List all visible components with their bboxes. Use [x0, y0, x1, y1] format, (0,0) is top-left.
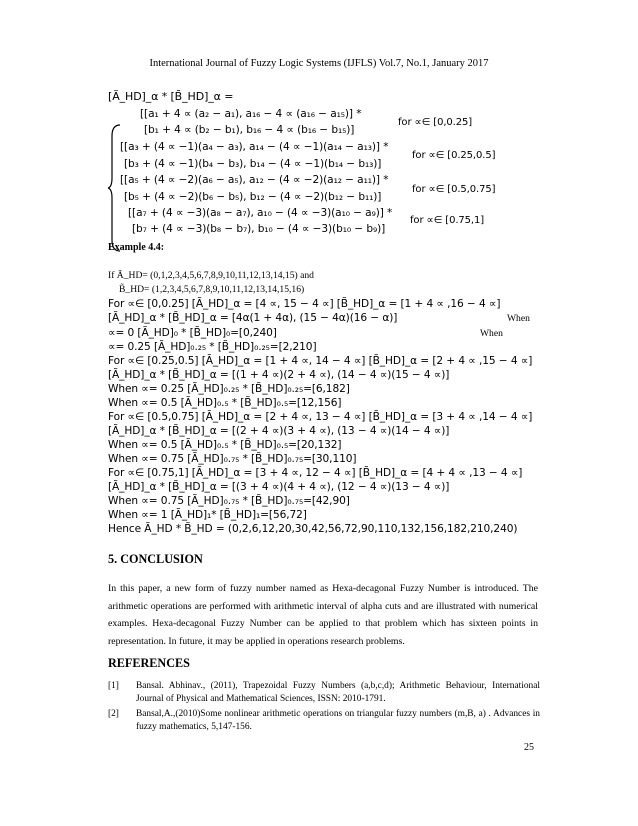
- running-header: International Journal of Fuzzy Logic Systems (IJFLS) Vol.7, No.1, January 2017: [149, 58, 489, 69]
- case2-condition: for ∝∈ [0.25,0.5]: [412, 150, 496, 161]
- case2-row1: [[a₃ + (4 ∝ −1)(a₄ − a₃), a₁₄ − (4 ∝ −1)(a₁₄ − a₁₃)] *: [120, 141, 389, 153]
- reference-text: Bansal. Abhinav., (2011), Trapezoidal Fuzzy Numbers (a,b,c,d); Arithmetic Behaviour, International Journal of Physical and Mathematical Sciences, ISSN: 2010-1791.: [136, 681, 540, 705]
- case1-row2: [b₁ + 4 ∝ (b₂ − b₁), b₁₆ − 4 ∝ (b₁₆ − b₁₅)]: [144, 124, 355, 136]
- value-2b: When ∝= 0.5 [Ã_HD]₀.₅ * [B̃_HD]₀.₅=[12,156]: [108, 397, 342, 409]
- interval-4: For ∝∈ [0.75,1] [Ã_HD]_α = [3 + 4 ∝, 12 − 4 ∝] [B̃_HD]_α = [4 + 4 ∝ ,13 − 4 ∝]: [108, 467, 523, 479]
- value-1a: ∝= 0 [Ã_HD]₀ * [B̃_HD]₀=[0,240]: [108, 327, 277, 339]
- conclusion-paragraph: In this paper, a new form of fuzzy number named as Hexa-decagonal Fuzzy Number is introduced. The arithmetic operations are performed with arithmetic interval of alpha cuts and are illustrated with numerical examples. Hexa-decagonal Fuzzy Number can be applied to that problem which has sixteen points in representation. In future, it may be applied in operations research problems.: [108, 583, 538, 647]
- case3-condition: for ∝∈ [0.5,0.75]: [412, 184, 496, 195]
- interval-3: For ∝∈ [0.5,0.75] [Ã_HD]_α = [2 + 4 ∝, 13 − 4 ∝] [B̃_HD]_α = [3 + 4 ∝ ,14 − 4 ∝]: [108, 411, 533, 423]
- given-a: If Ã_HD= (0,1,2,3,4,5,6,7,8,9,10,11,12,13,14,15) and: [108, 270, 314, 281]
- case1-condition: for ∝∈ [0,0.25]: [398, 117, 473, 128]
- when-label-2: When: [480, 328, 503, 339]
- case3-row1: [[a₅ + (4 ∝ −2)(a₆ − a₅), a₁₂ − (4 ∝ −2)(a₁₂ − a₁₁)] *: [120, 174, 389, 186]
- product-formula-title: [Ã_HD]_α * [B̃_HD]_α =: [108, 90, 234, 103]
- case2-row2: [b₃ + (4 ∝ −1)(b₄ − b₃), b₁₄ − (4 ∝ −1)(b₁₄ − b₁₃)]: [124, 158, 382, 170]
- interval-1: For ∝∈ [0,0.25] [Ã_HD]_α = [4 ∝, 15 − 4 ∝] [B̃_HD]_α = [1 + 4 ∝ ,16 − 4 ∝]: [108, 298, 501, 310]
- given-b: B̃_HD= (1,2,3,4,5,6,7,8,9,10,11,12,13,14,15,16): [119, 284, 305, 295]
- value-3b: When ∝= 0.75 [Ã_HD]₀.₇₅ * [B̃_HD]₀.₇₅=[30,110]: [108, 453, 357, 465]
- final-result: Hence Ã_HD * B̃_HD = (0,2,6,12,20,30,42,56,72,90,110,132,156,182,210,240): [108, 523, 518, 535]
- value-3a: When ∝= 0.5 [Ã_HD]₀.₅ * [B̃_HD]₀.₅=[20,132]: [108, 439, 342, 451]
- case1-row1: [[a₁ + 4 ∝ (a₂ − a₁), a₁₆ − 4 ∝ (a₁₆ − a₁₅)] *: [140, 108, 362, 120]
- case3-row2: [b₅ + (4 ∝ −2)(b₆ − b₅), b₁₂ − (4 ∝ −2)(b₁₂ − b₁₁)]: [124, 191, 382, 203]
- value-4a: When ∝= 0.75 [Ã_HD]₀.₇₅ * [B̃_HD]₀.₇₅=[42,90]: [108, 495, 350, 507]
- reference-text: Bansal,A.,(2010)Some nonlinear arithmetic operations on triangular fuzzy numbers (m,B, a) . Advances in fuzzy mathematics, 5,147-156.: [136, 709, 540, 733]
- example-title: Example 4.4:: [108, 242, 165, 253]
- conclusion-heading: 5. CONCLUSION: [108, 552, 203, 566]
- product-1: [Ã_HD]_α * [B̃_HD]_α = [4α(1 + 4α), (15 − 4α)(16 − α)]: [108, 312, 398, 324]
- page-number: 25: [524, 742, 534, 753]
- case4-condition: for ∝∈ [0.75,1]: [410, 215, 485, 226]
- reference-number: [1]: [108, 681, 119, 691]
- product-4: [Ã_HD]_α * [B̃_HD]_α = [(3 + 4 ∝)(4 + 4 ∝), (12 − 4 ∝)(13 − 4 ∝)]: [108, 481, 450, 493]
- value-2a: When ∝= 0.25 [Ã_HD]₀.₂₅ * [B̃_HD]₀.₂₅=[6,182]: [108, 383, 350, 395]
- when-label-1: When: [507, 313, 530, 324]
- interval-2: For ∝∈ [0.25,0.5] [Ã_HD]_α = [1 + 4 ∝, 14 − 4 ∝] [B̃_HD]_α = [2 + 4 ∝ ,15 − 4 ∝]: [108, 355, 533, 367]
- case4-row1: [[a₇ + (4 ∝ −3)(a₈ − a₇), a₁₀ − (4 ∝ −3)(a₁₀ − a₉)] *: [128, 207, 393, 219]
- references-heading: REFERENCES: [108, 656, 190, 670]
- value-4b: When ∝= 1 [Ã_HD]₁* [B̃_HD]₁=[56,72]: [108, 509, 307, 521]
- product-3: [Ã_HD]_α * [B̃_HD]_α = [(2 + 4 ∝)(3 + 4 ∝), (13 − 4 ∝)(14 − 4 ∝)]: [108, 425, 450, 437]
- case4-row2: [b₇ + (4 ∝ −3)(b₈ − b₇), b₁₀ − (4 ∝ −3)(b₁₀ − b₉)]: [132, 223, 386, 235]
- value-1b: ∝= 0.25 [Ã_HD]₀.₂₅ * [B̃_HD]₀.₂₅=[2,210]: [108, 341, 317, 353]
- product-2: [Ã_HD]_α * [B̃_HD]_α = [(1 + 4 ∝)(2 + 4 ∝), (14 − 4 ∝)(15 − 4 ∝)]: [108, 369, 450, 381]
- reference-number: [2]: [108, 709, 119, 719]
